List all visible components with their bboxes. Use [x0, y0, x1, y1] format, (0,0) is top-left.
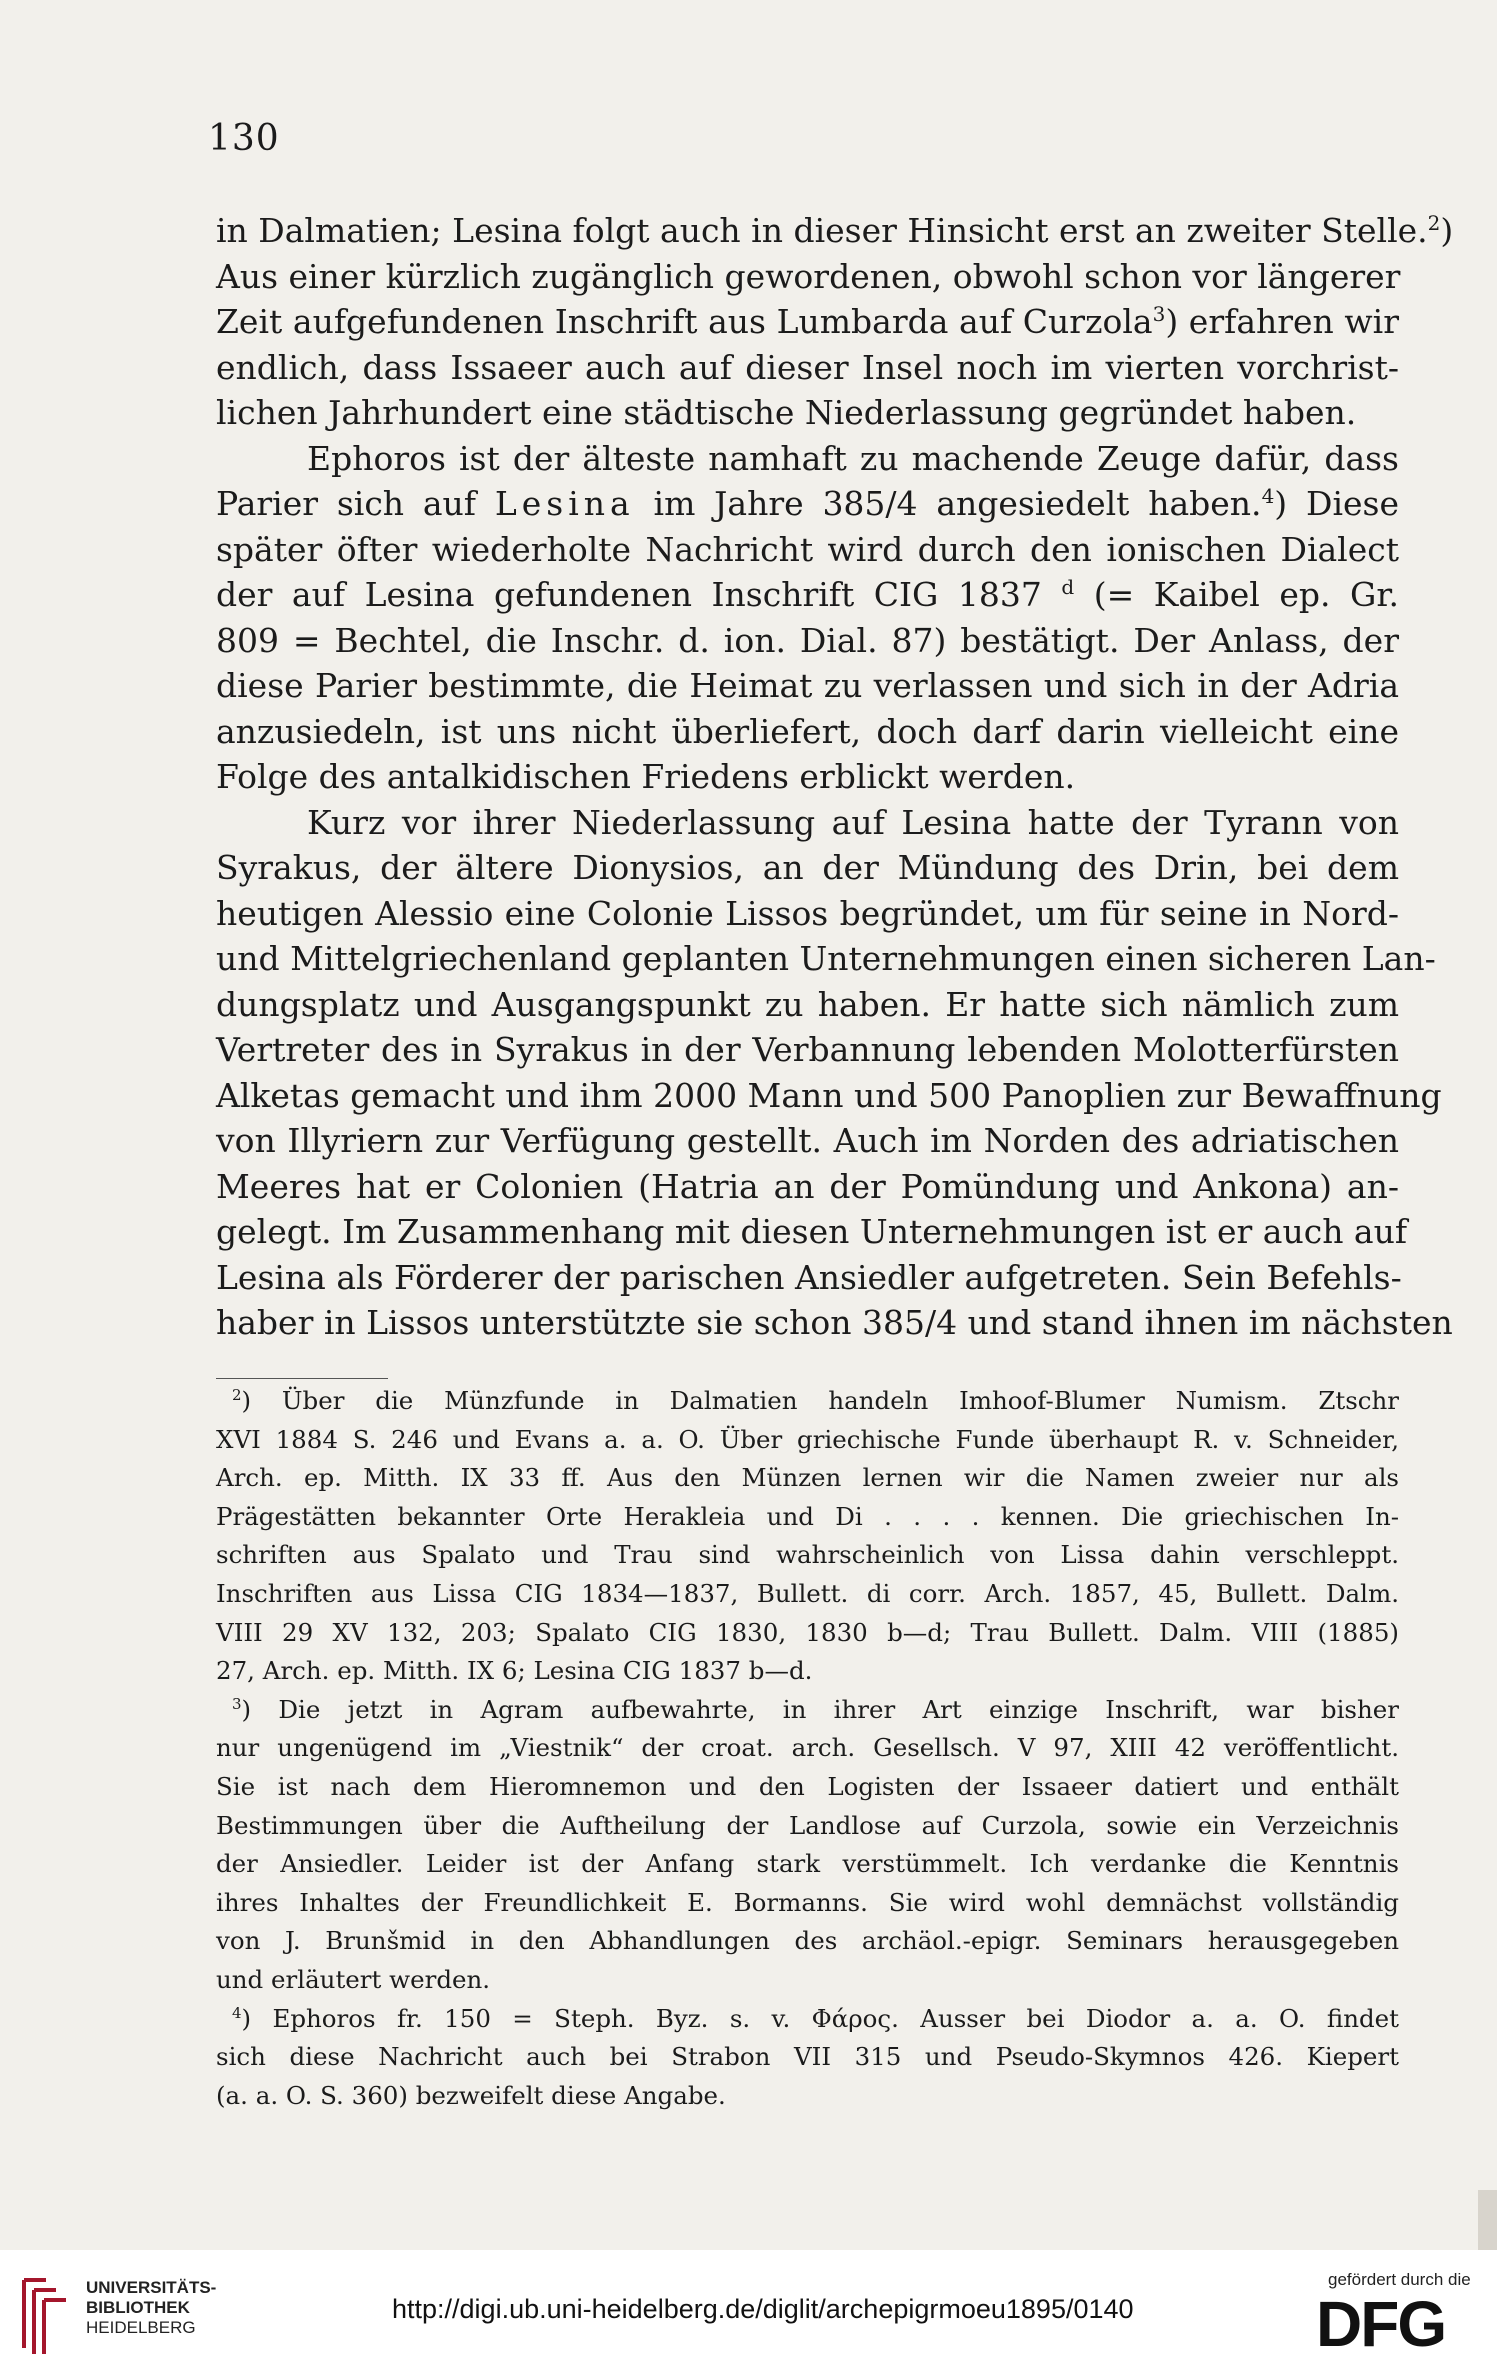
- text-line: [216, 345, 1399, 391]
- text-run: lichen Jahrhundert eine städtische Niederlassung gegründet haben.: [216, 393, 1357, 432]
- footnote-line: [216, 1536, 1399, 1575]
- main-text: [216, 208, 1454, 1346]
- text-line: [216, 1027, 1399, 1073]
- footnote-line: [216, 1807, 1399, 1846]
- text-run: Alketas gemacht und ihm 2000 Mann und 500 Panoplien zur Bewaffnung: [216, 1075, 1442, 1115]
- text-run: XVI 1884 S. 246 und Evans a. a. O. Über griechische Funde überhaupt R. v. Schneider,: [216, 1424, 1399, 1454]
- text-line: [216, 618, 1399, 664]
- text-run: (= Kaibel ep. Gr.: [1074, 575, 1399, 614]
- footnote-line: [216, 1498, 1399, 1537]
- dfg-logo: DFG: [1316, 2288, 1446, 2360]
- text-line: [216, 663, 1399, 709]
- text-line: [216, 891, 1399, 937]
- text-run: ) Ephoros fr. 150 = Steph. Byz. s. v. Φάρος. Ausser bei Diodor a. a. O. findet: [241, 2003, 1399, 2033]
- library-name-line1: UNIVERSITÄTS-: [86, 2278, 217, 2297]
- text-run: Vertreter des in Syrakus in der Verbannung lebenden Molotterfürsten: [216, 1030, 1399, 1069]
- library-name: [86, 2278, 216, 2338]
- text-run: Parier sich auf: [216, 484, 495, 523]
- text-run: heutigen Alessio eine Colonie Lissos begründet, um für seine in Nord-: [216, 893, 1399, 933]
- text-run: ) erfahren wir: [1165, 302, 1400, 341]
- text-line: [216, 754, 1399, 800]
- page-edge: [1478, 2190, 1497, 2250]
- text-run: von J. Brunšmid in den Abhandlungen des archäol.-epigr. Seminars herausgegeben: [216, 1926, 1399, 1956]
- footnote-marker: 4: [232, 2003, 242, 2022]
- footnote-line: [216, 1922, 1399, 1961]
- footnote-marker: 2: [232, 1385, 242, 1404]
- text-run: der auf Lesina gefundenen Inschrift CIG 1837: [216, 575, 1062, 614]
- footnote-line: [216, 1382, 1399, 1421]
- footnote-line: [216, 1652, 1399, 1691]
- footnotes: [216, 1382, 1399, 2115]
- footnote-line: [216, 1691, 1399, 1730]
- text-run: ) Über die Münzfunde in Dalmatien handeln Imhoof-Blumer Numism. Ztschr: [241, 1386, 1399, 1415]
- footnote-marker: 4: [1261, 484, 1275, 508]
- footnote-line: [216, 1961, 1399, 2000]
- footnote-line: [216, 1768, 1399, 1807]
- footnote-line: [216, 1729, 1399, 1768]
- text-line: [216, 1073, 1442, 1119]
- text-run: im Jahre 385/4 angesiedelt haben.: [634, 484, 1262, 523]
- text-line: [216, 845, 1399, 891]
- text-run: 27, Arch. ep. Mitth. IX 6; Lesina CIG 1837 b—d.: [216, 1656, 813, 1686]
- text-run: Prägestätten bekannter Orte Herakleia und Di . . . . kennen. Die griechischen In-: [216, 1501, 1399, 1531]
- text-run: anzusiedeln, ist uns nicht überliefert, doch darf darin vielleicht eine: [216, 711, 1399, 751]
- text-run: Folge des antalkidischen Friedens erblickt werden.: [216, 757, 1076, 796]
- text-run: und Mittelgriechenland geplanten Unternehmungen einen sicheren Lan-: [216, 939, 1436, 978]
- text-run: gelegt. Im Zusammenhang mit diesen Unternehmungen ist er auch auf: [216, 1212, 1408, 1251]
- permalink-url[interactable]: http://digi.ub.uni-heidelberg.de/diglit/archepigrmoeu1895/0140: [392, 2294, 1134, 2324]
- footnote-marker: 3: [1152, 302, 1166, 326]
- footnote-line: [216, 2038, 1399, 2077]
- text-run: Lesina als Förderer der parischen Ansiedler aufgetreten. Sein Befehls-: [216, 1257, 1402, 1297]
- text-line: [216, 208, 1454, 254]
- footnote-separator: [216, 1378, 388, 1379]
- text-run: nur ungenügend im „Viestnik“ der croat. arch. Gesellsch. V 97, XIII 42 veröffentlicht.: [216, 1733, 1399, 1763]
- text-run: Kurz vor ihrer Niederlassung auf Lesina hatte der Tyrann von: [307, 802, 1399, 842]
- text-line: [216, 1209, 1408, 1255]
- text-run: 809 = Bechtel, die Inschr. d. ion. Dial. 87) bestätigt. Der Anlass, der: [216, 620, 1399, 660]
- text-run: sich diese Nachricht auch bei Strabon VII 315 und Pseudo-Skymnos 426. Kiepert: [216, 2042, 1399, 2072]
- library-name-line3: HEIDELBERG: [86, 2318, 196, 2337]
- footnote-line: [216, 1421, 1399, 1460]
- text-run: ihres Inhaltes der Freundlichkeit E. Bormanns. Sie wird wohl demnächst vollständig: [216, 1887, 1399, 1917]
- text-line: [216, 1300, 1453, 1346]
- footnote-line: [216, 1459, 1399, 1498]
- text-run: Inschriften aus Lissa CIG 1834—1837, Bullett. di corr. Arch. 1857, 45, Bullett. Dalm.: [216, 1578, 1399, 1608]
- text-run: der Ansiedler. Leider ist der Anfang stark verstümmelt. Ich verdanke die Kenntnis: [216, 1849, 1399, 1879]
- emphasized-text: Lesina: [494, 484, 635, 523]
- text-run: von Illyriern zur Verfügung gestellt. Auch im Norden des adriatischen: [216, 1121, 1399, 1160]
- text-line: [216, 1164, 1399, 1210]
- text-run: endlich, dass Issaeer auch auf dieser Insel noch im vierten vorchrist-: [216, 347, 1399, 387]
- text-line: [216, 982, 1399, 1028]
- text-line: [216, 254, 1399, 300]
- text-line: [216, 936, 1436, 982]
- text-run: Syrakus, der ältere Dionysios, an der Mündung des Drin, bei dem: [216, 848, 1399, 887]
- text-run: Aus einer kürzlich zugänglich gewordenen, obwohl schon vor längerer: [216, 256, 1401, 296]
- footnote-line: [216, 2000, 1399, 2039]
- text-run: ): [1440, 211, 1454, 250]
- text-line: [216, 572, 1399, 618]
- text-line: [216, 390, 1399, 436]
- text-run: Bestimmungen über die Auftheilung der Landlose auf Curzola, sowie ein Verzeichnis: [216, 1810, 1399, 1840]
- text-line: [216, 800, 1399, 846]
- text-run: und erläutert werden.: [216, 1964, 491, 1994]
- text-line: [216, 709, 1399, 755]
- footnote-line: [216, 1575, 1399, 1614]
- text-line: [216, 481, 1399, 527]
- text-run: später öfter wiederholte Nachricht wird durch den ionischen Dialect: [216, 529, 1399, 569]
- text-line: [216, 527, 1399, 573]
- footnote-marker: 2: [1427, 211, 1441, 235]
- text-line: [216, 1255, 1402, 1301]
- text-line: [216, 1118, 1399, 1164]
- text-line: [216, 299, 1399, 345]
- text-run: haber in Lissos unterstützte sie schon 385/4 und stand ihnen im nächsten: [216, 1303, 1453, 1342]
- footnote-line: [216, 1884, 1399, 1923]
- text-run: dungsplatz und Ausgangspunkt zu haben. Er hatte sich nämlich zum: [216, 984, 1399, 1024]
- text-run: ) Die jetzt in Agram aufbewahrte, in ihrer Art einzige Inschrift, war bisher: [241, 1694, 1399, 1724]
- text-run: in Dalmatien; Lesina folgt auch in dieser Hinsicht erst an zweiter Stelle.: [216, 211, 1428, 250]
- text-run: Sie ist nach dem Hieromnemon und den Logisten der Issaeer datiert und enthält: [216, 1771, 1399, 1801]
- footnote-line: [216, 1614, 1399, 1653]
- text-run: Ephoros ist der älteste namhaft zu machende Zeuge dafür, dass: [307, 438, 1399, 478]
- footnote-line: [216, 1845, 1399, 1884]
- funding-label: gefördert durch die: [1328, 2270, 1471, 2289]
- text-run: schriften aus Spalato und Trau sind wahrscheinlich von Lissa dahin verschleppt.: [216, 1540, 1399, 1570]
- text-run: ) Diese: [1274, 484, 1399, 523]
- footnote-marker: d: [1061, 575, 1075, 599]
- text-run: diese Parier bestimmte, die Heimat zu verlassen und sich in der Adria: [216, 666, 1399, 705]
- text-run: Meeres hat er Colonien (Hatria an der Pomündung und Ankona) an-: [216, 1166, 1399, 1206]
- footnote-marker: 3: [232, 1694, 242, 1713]
- text-line: [216, 436, 1399, 482]
- text-run: Arch. ep. Mitth. IX 33 ff. Aus den Münzen lernen wir die Namen zweier nur als: [216, 1463, 1399, 1493]
- library-name-line2: BIBLIOTHEK: [86, 2298, 190, 2317]
- text-run: VIII 29 XV 132, 203; Spalato CIG 1830, 1830 b—d; Trau Bullett. Dalm. VIII (1885): [216, 1617, 1399, 1647]
- footnote-line: [216, 2077, 1399, 2116]
- page-number: 130: [208, 118, 280, 159]
- text-run: Zeit aufgefundenen Inschrift aus Lumbarda auf Curzola: [216, 302, 1153, 341]
- text-run: (a. a. O. S. 360) bezweifelt diese Angabe.: [216, 2080, 726, 2110]
